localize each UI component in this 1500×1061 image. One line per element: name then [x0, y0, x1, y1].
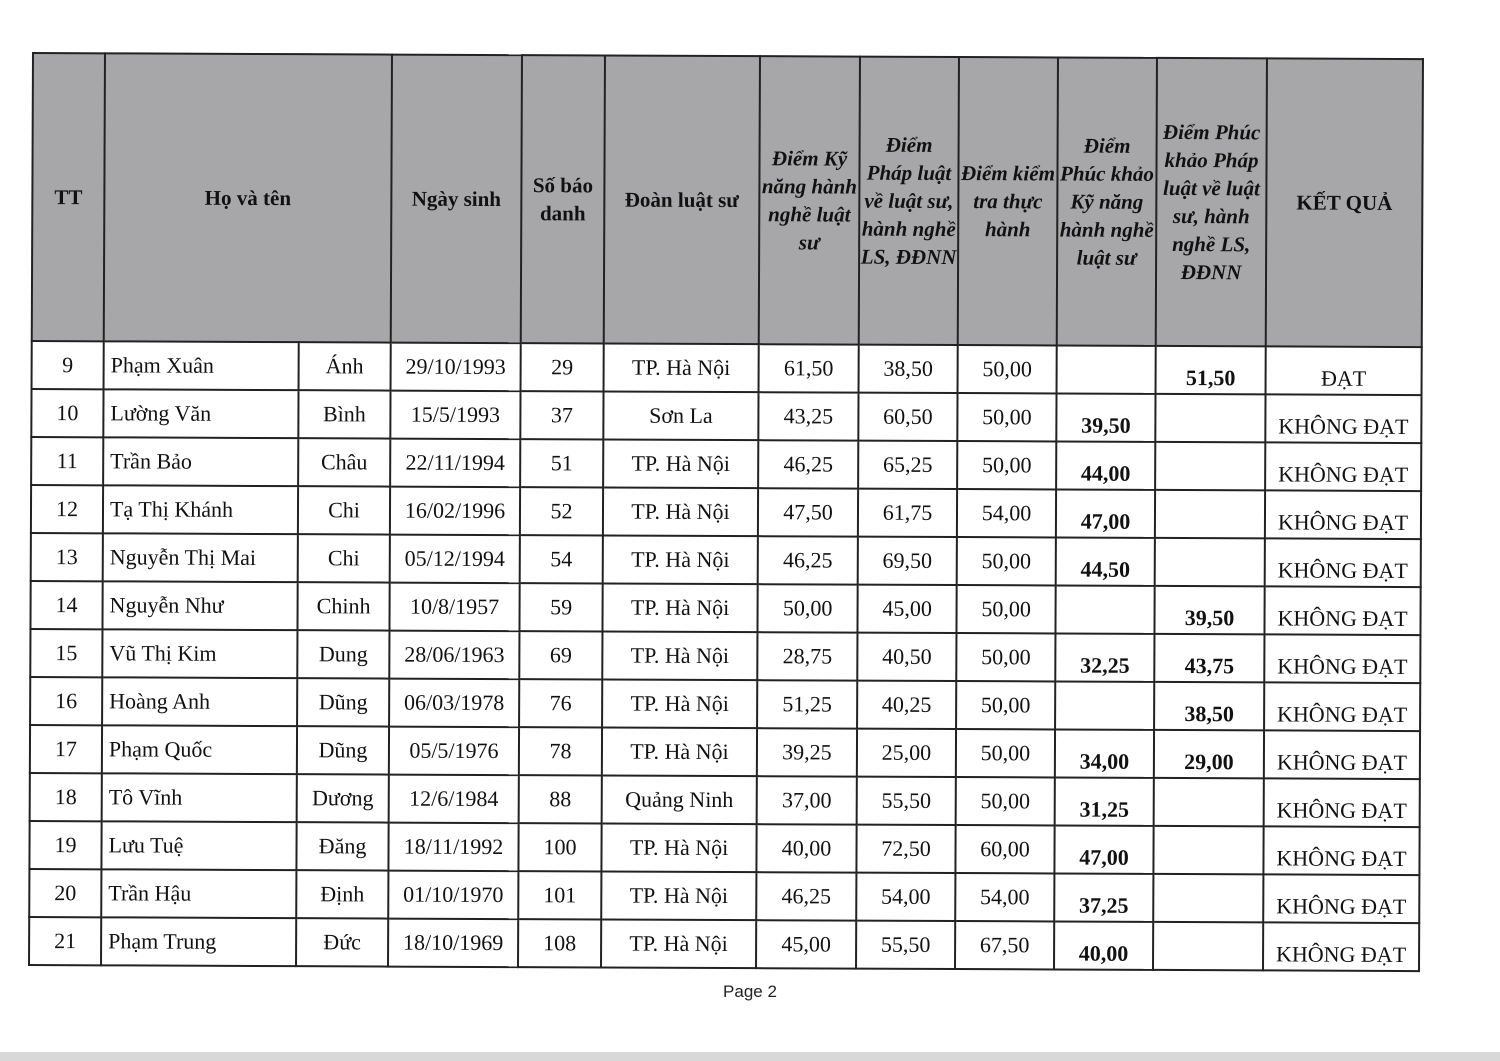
cell-practice-score: 60,00 — [955, 825, 1054, 873]
cell-sbd: 52 — [520, 487, 603, 535]
cell-surname: Trần Hậu — [101, 869, 296, 918]
cell-sbd: 88 — [519, 775, 602, 823]
cell-surname: Nguyễn Như — [102, 581, 297, 630]
cell-review-law-score — [1155, 538, 1265, 586]
cell-given-name: Dung — [297, 630, 389, 678]
cell-bar: TP. Hà Nội — [602, 679, 757, 728]
cell-tt: 16 — [30, 677, 102, 725]
cell-result: KHÔNG ĐẠT — [1263, 922, 1419, 971]
cell-surname: Phạm Trung — [101, 917, 296, 966]
header-review-law-score: Điểm Phúc khảo Pháp luật về luật sư, hành nghề LS, ĐĐNN — [1156, 58, 1267, 346]
cell-review-law-score — [1153, 922, 1263, 970]
cell-sbd: 100 — [518, 823, 601, 871]
results-body — [29, 341, 1422, 971]
cell-review-law-score — [1155, 442, 1265, 490]
cell-surname: Tô Vĩnh — [102, 773, 297, 822]
cell-bar: TP. Hà Nội — [602, 583, 757, 632]
table-row — [31, 533, 1421, 587]
cell-practice-score: 50,00 — [957, 537, 1056, 585]
cell-surname: Vũ Thị Kim — [102, 629, 297, 678]
cell-review-law-score — [1155, 394, 1265, 442]
cell-tt: 18 — [30, 773, 102, 821]
cell-result: ĐẠT — [1266, 346, 1422, 395]
cell-review-skill-score: 40,00 — [1054, 921, 1153, 969]
cell-given-name: Đăng — [296, 822, 388, 870]
cell-dob: 01/10/1970 — [388, 871, 518, 920]
cell-tt: 11 — [31, 437, 103, 485]
cell-bar: TP. Hà Nội — [604, 343, 759, 392]
cell-law-score: 45,00 — [857, 585, 956, 633]
cell-tt: 15 — [30, 629, 102, 677]
cell-tt: 21 — [29, 917, 101, 965]
cell-dob: 18/11/1992 — [388, 823, 518, 872]
cell-surname: Nguyễn Thị Mai — [103, 533, 298, 582]
table-row — [30, 725, 1420, 779]
cell-law-score: 72,50 — [856, 825, 955, 873]
cell-skill-score: 46,25 — [756, 872, 856, 920]
cell-review-law-score — [1154, 778, 1264, 826]
header-dob: Ngày sinh — [391, 55, 522, 344]
cell-skill-score: 45,00 — [756, 920, 856, 968]
cell-bar: TP. Hà Nội — [602, 631, 757, 680]
table-row — [30, 629, 1420, 683]
cell-review-skill-score: 32,25 — [1055, 633, 1154, 681]
cell-sbd: 59 — [519, 583, 602, 631]
table-row — [30, 581, 1420, 635]
cell-bar: Quảng Ninh — [602, 775, 757, 824]
cell-surname: Phạm Xuân — [104, 341, 299, 390]
cell-dob: 28/06/1963 — [389, 631, 519, 680]
header-skill-score: Điểm Kỹ năng hành nghề luật sư — [759, 56, 860, 344]
cell-law-score: 61,75 — [858, 489, 957, 537]
header-review-skill-score: Điểm Phúc khảo Kỹ năng hành nghề luật sư — [1057, 57, 1157, 345]
header-row — [32, 53, 1423, 347]
cell-tt: 9 — [32, 341, 104, 389]
cell-skill-score: 50,00 — [757, 584, 857, 632]
cell-review-law-score: 38,50 — [1154, 682, 1264, 730]
cell-sbd: 69 — [519, 631, 602, 679]
cell-practice-score: 54,00 — [955, 873, 1054, 921]
cell-dob: 16/02/1996 — [390, 487, 520, 536]
cell-bar: TP. Hà Nội — [603, 439, 758, 488]
cell-surname: Tạ Thị Khánh — [103, 485, 298, 534]
cell-review-law-score — [1153, 826, 1263, 874]
table-row — [32, 341, 1422, 395]
header-law-score: Điểm Pháp luật về luật sư, hành nghề LS, ĐĐNN — [859, 57, 959, 345]
cell-bar: TP. Hà Nội — [601, 919, 756, 968]
cell-skill-score: 37,00 — [757, 776, 857, 824]
cell-skill-score: 47,50 — [758, 488, 858, 536]
cell-dob: 05/5/1976 — [389, 727, 519, 776]
table-row — [29, 917, 1419, 971]
cell-review-law-score: 29,00 — [1154, 730, 1264, 778]
cell-review-skill-score: 44,50 — [1056, 537, 1155, 585]
cell-law-score: 40,25 — [857, 681, 956, 729]
cell-tt: 19 — [29, 821, 101, 869]
cell-bar: TP. Hà Nội — [603, 487, 758, 536]
cell-result: KHÔNG ĐẠT — [1265, 394, 1421, 443]
cell-given-name: Chi — [298, 534, 390, 582]
cell-result: KHÔNG ĐẠT — [1264, 682, 1420, 731]
cell-sbd: 76 — [519, 679, 602, 727]
cell-result: KHÔNG ĐẠT — [1265, 442, 1421, 491]
cell-result: KHÔNG ĐẠT — [1265, 538, 1421, 587]
cell-tt: 13 — [31, 533, 103, 581]
cell-tt: 10 — [31, 389, 103, 437]
header-result: KẾT QUẢ — [1266, 58, 1423, 347]
cell-skill-score: 51,25 — [757, 680, 857, 728]
cell-review-law-score: 43,75 — [1154, 634, 1264, 682]
cell-practice-score: 50,00 — [958, 345, 1057, 393]
cell-given-name: Chi — [298, 486, 390, 534]
cell-practice-score: 54,00 — [957, 489, 1056, 537]
cell-practice-score: 50,00 — [956, 729, 1055, 777]
cell-skill-score: 46,25 — [758, 536, 858, 584]
cell-result: KHÔNG ĐẠT — [1265, 490, 1421, 539]
cell-surname: Lường Văn — [103, 389, 298, 438]
cell-dob: 05/12/1994 — [390, 535, 520, 584]
cell-tt: 14 — [30, 581, 102, 629]
header-tt: TT — [32, 53, 105, 341]
cell-sbd: 37 — [520, 391, 603, 439]
cell-given-name: Dũng — [297, 726, 389, 774]
cell-result: KHÔNG ĐẠT — [1263, 874, 1419, 923]
cell-practice-score: 50,00 — [956, 777, 1055, 825]
cell-result: KHÔNG ĐẠT — [1264, 634, 1420, 683]
cell-practice-score: 50,00 — [957, 393, 1056, 441]
cell-result: KHÔNG ĐẠT — [1264, 778, 1420, 827]
table-row — [30, 773, 1420, 827]
cell-review-skill-score: 47,00 — [1054, 825, 1153, 873]
cell-given-name: Ánh — [299, 342, 391, 390]
cell-law-score: 55,50 — [857, 777, 956, 825]
cell-skill-score: 46,25 — [758, 440, 858, 488]
cell-skill-score: 28,75 — [757, 632, 857, 680]
scan-edge — [0, 1052, 1500, 1061]
cell-skill-score: 61,50 — [759, 344, 859, 392]
cell-skill-score: 43,25 — [758, 392, 858, 440]
results-table — [28, 52, 1424, 972]
cell-result: KHÔNG ĐẠT — [1264, 586, 1420, 635]
cell-law-score: 55,50 — [856, 921, 955, 969]
cell-law-score: 54,00 — [856, 873, 955, 921]
cell-tt: 20 — [29, 869, 101, 917]
cell-surname: Phạm Quốc — [102, 725, 297, 774]
cell-bar: Sơn La — [603, 391, 758, 440]
cell-bar: TP. Hà Nội — [602, 727, 757, 776]
cell-review-law-score — [1155, 490, 1265, 538]
cell-bar: TP. Hà Nội — [603, 535, 758, 584]
table-row — [31, 485, 1421, 539]
cell-practice-score: 50,00 — [957, 441, 1056, 489]
header-practice-score: Điểm kiểm tra thực hành — [958, 57, 1058, 345]
cell-given-name: Chinh — [297, 582, 389, 630]
cell-dob: 22/11/1994 — [390, 439, 520, 488]
cell-surname: Hoàng Anh — [102, 677, 297, 726]
table-row — [29, 821, 1419, 875]
cell-dob: 15/5/1993 — [390, 391, 520, 440]
cell-practice-score: 50,00 — [956, 681, 1055, 729]
cell-review-law-score — [1153, 874, 1263, 922]
cell-sbd: 54 — [520, 535, 603, 583]
page-number: Page 2 — [723, 982, 777, 1001]
cell-law-score: 25,00 — [857, 729, 956, 777]
header-bar: Đoàn luật sư — [604, 56, 760, 345]
cell-law-score: 69,50 — [858, 537, 957, 585]
cell-given-name: Bình — [298, 390, 390, 438]
cell-law-score: 60,50 — [858, 393, 957, 441]
cell-review-skill-score: 34,00 — [1055, 729, 1154, 777]
cell-law-score: 40,50 — [857, 633, 956, 681]
cell-skill-score: 39,25 — [757, 728, 857, 776]
cell-dob: 10/8/1957 — [389, 583, 519, 632]
cell-surname: Trần Bảo — [103, 437, 298, 486]
cell-dob: 18/10/1969 — [388, 919, 518, 968]
cell-given-name: Định — [296, 870, 388, 918]
cell-review-skill-score: 44,00 — [1056, 441, 1155, 489]
header-name: Họ và tên — [104, 53, 392, 342]
cell-bar: TP. Hà Nội — [601, 823, 756, 872]
cell-tt: 12 — [31, 485, 103, 533]
cell-sbd: 101 — [518, 871, 601, 919]
table-row — [30, 677, 1420, 731]
table-row — [31, 389, 1421, 443]
cell-review-skill-score: 31,25 — [1055, 777, 1154, 825]
cell-sbd: 29 — [521, 343, 604, 391]
cell-review-skill-score — [1057, 345, 1156, 393]
cell-review-skill-score: 37,25 — [1054, 873, 1153, 921]
cell-given-name: Dũng — [297, 678, 389, 726]
cell-tt: 17 — [30, 725, 102, 773]
cell-review-skill-score: 39,50 — [1056, 393, 1155, 441]
cell-surname: Lưu Tuệ — [101, 821, 296, 870]
cell-skill-score: 40,00 — [756, 824, 856, 872]
cell-given-name: Dương — [297, 774, 389, 822]
cell-result: KHÔNG ĐẠT — [1264, 730, 1420, 779]
cell-practice-score: 50,00 — [956, 585, 1055, 633]
cell-review-skill-score — [1055, 681, 1154, 729]
cell-law-score: 65,25 — [858, 441, 957, 489]
cell-practice-score: 67,50 — [955, 921, 1054, 969]
cell-review-law-score: 39,50 — [1154, 586, 1264, 634]
cell-review-law-score: 51,50 — [1156, 346, 1266, 394]
cell-sbd: 78 — [519, 727, 602, 775]
cell-dob: 12/6/1984 — [389, 775, 519, 824]
cell-review-skill-score — [1055, 585, 1154, 633]
cell-practice-score: 50,00 — [956, 633, 1055, 681]
cell-result: KHÔNG ĐẠT — [1263, 826, 1419, 875]
cell-law-score: 38,50 — [859, 345, 958, 393]
header-sbd: Số báo danh — [521, 55, 605, 343]
cell-given-name: Châu — [298, 438, 390, 486]
cell-sbd: 51 — [520, 439, 603, 487]
cell-given-name: Đức — [296, 918, 388, 966]
cell-sbd: 108 — [518, 919, 601, 967]
cell-dob: 06/03/1978 — [389, 679, 519, 728]
cell-dob: 29/10/1993 — [391, 343, 521, 392]
table-row — [31, 437, 1421, 491]
table-row — [29, 869, 1419, 923]
cell-review-skill-score: 47,00 — [1056, 489, 1155, 537]
cell-bar: TP. Hà Nội — [601, 871, 756, 920]
